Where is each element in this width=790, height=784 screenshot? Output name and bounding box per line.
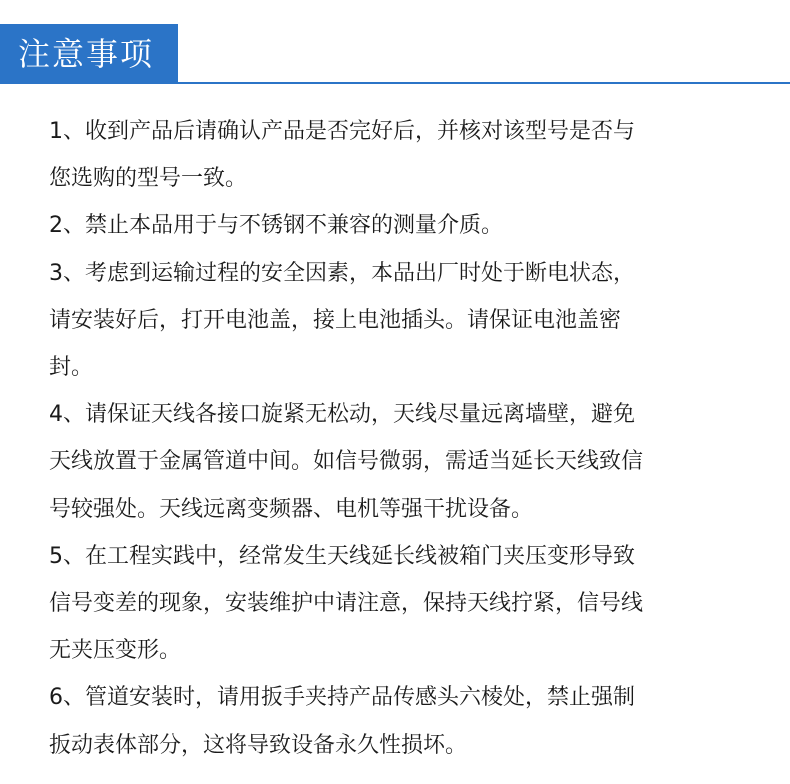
section-title: 注意事项 bbox=[0, 24, 178, 84]
note-line: 请安装好后，打开电池盖，接上电池插头。请保证电池盖密 bbox=[49, 307, 622, 333]
note-line: 4、请保证天线各接口旋紧无松动，天线尽量远离墙壁，避免 bbox=[49, 402, 635, 428]
note-line: 5、在工程实践中，经常发生天线延长线被箱门夹压变形导致 bbox=[49, 543, 635, 569]
note-item-4 bbox=[49, 391, 761, 533]
note-line: 无夹压变形。 bbox=[49, 638, 182, 664]
note-item-1 bbox=[49, 108, 761, 202]
note-line: 封。 bbox=[49, 355, 94, 381]
notes-list bbox=[49, 108, 761, 769]
section-header bbox=[0, 24, 790, 84]
note-line: 1、收到产品后请确认产品是否完好后，并核对该型号是否与 bbox=[49, 119, 635, 144]
note-line: 6、管道安装时，请用扳手夹持产品传感头六棱处，禁止强制 bbox=[49, 685, 635, 711]
note-line: 扳动表体部分，这将导致设备永久性损坏。 bbox=[49, 732, 468, 758]
note-line: 天线放置于金属管道中间。如信号微弱，需适当延长天线致信 bbox=[49, 449, 644, 475]
note-line: 信号变差的现象，安装维护中请注意，保持天线拧紧，信号线 bbox=[49, 591, 644, 617]
note-line: 号较强处。天线远离变频器、电机等强干扰设备。 bbox=[49, 496, 534, 522]
note-line: 3、考虑到运输过程的安全因素，本品出厂时处于断电状态， bbox=[49, 260, 635, 286]
note-item-6 bbox=[49, 674, 761, 768]
note-item-3 bbox=[49, 250, 761, 392]
note-item-2 bbox=[49, 202, 761, 249]
note-line: 2、禁止本品用于与不锈钢不兼容的测量介质。 bbox=[49, 213, 503, 239]
note-line: 您选购的型号一致。 bbox=[49, 166, 248, 192]
note-item-5 bbox=[49, 533, 761, 675]
